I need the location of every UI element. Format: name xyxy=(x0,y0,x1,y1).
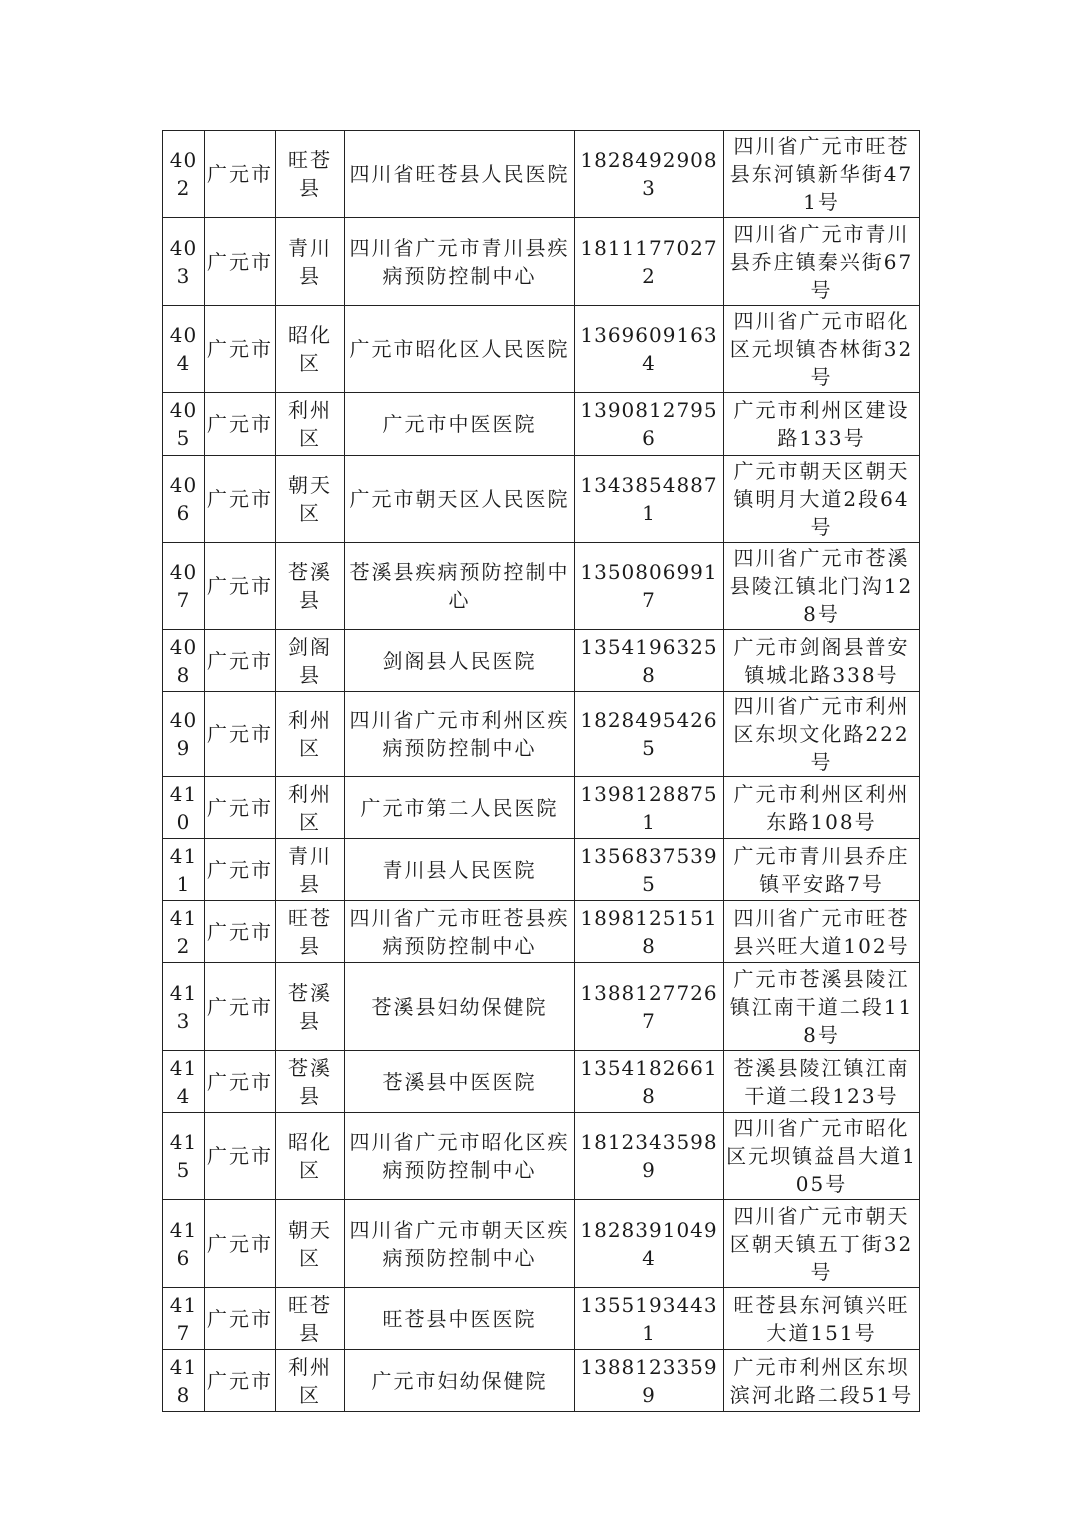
row-number: 413 xyxy=(163,963,205,1051)
county-cell: 利州区 xyxy=(276,393,345,456)
table-row xyxy=(163,692,920,777)
city-cell: 广元市 xyxy=(205,1350,276,1412)
row-number: 409 xyxy=(163,692,205,777)
county-cell: 苍溪县 xyxy=(276,963,345,1051)
phone-number: 18284929083 xyxy=(575,131,724,218)
county-cell: 旺苍县 xyxy=(276,131,345,218)
phone-number: 13541963258 xyxy=(575,630,724,692)
address-cell: 广元市利州区东坝滨河北路二段51号 xyxy=(724,1350,920,1412)
address-cell: 四川省广元市青川县乔庄镇秦兴街67号 xyxy=(724,218,920,306)
institution-name: 四川省广元市青川县疾病预防控制中心 xyxy=(345,218,575,306)
address-cell: 旺苍县东河镇兴旺大道151号 xyxy=(724,1288,920,1350)
institution-name: 四川省旺苍县人民医院 xyxy=(345,131,575,218)
address-cell: 四川省广元市昭化区元坝镇杏林街32号 xyxy=(724,306,920,393)
address-cell: 四川省广元市利州区东坝文化路222号 xyxy=(724,692,920,777)
address-cell: 广元市朝天区朝天镇明月大道2段64号 xyxy=(724,456,920,543)
address-cell: 广元市利州区建设路133号 xyxy=(724,393,920,456)
row-number: 408 xyxy=(163,630,205,692)
table-row xyxy=(163,393,920,456)
county-cell: 剑阁县 xyxy=(276,630,345,692)
address-cell: 四川省广元市昭化区元坝镇益昌大道105号 xyxy=(724,1113,920,1200)
address-cell: 苍溪县陵江镇江南干道二段123号 xyxy=(724,1051,920,1113)
address-cell: 广元市青川县乔庄镇平安路7号 xyxy=(724,839,920,901)
county-cell: 苍溪县 xyxy=(276,543,345,630)
institution-table xyxy=(162,130,920,1412)
city-cell: 广元市 xyxy=(205,1051,276,1113)
city-cell: 广元市 xyxy=(205,393,276,456)
address-cell: 广元市剑阁县普安镇城北路338号 xyxy=(724,630,920,692)
institution-name: 四川省广元市利州区疾病预防控制中心 xyxy=(345,692,575,777)
phone-number: 18981251518 xyxy=(575,901,724,963)
city-cell: 广元市 xyxy=(205,131,276,218)
phone-number: 18123435989 xyxy=(575,1113,724,1200)
row-number: 402 xyxy=(163,131,205,218)
phone-number: 18283910494 xyxy=(575,1200,724,1288)
city-cell: 广元市 xyxy=(205,963,276,1051)
row-number: 417 xyxy=(163,1288,205,1350)
institution-name: 广元市昭化区人民医院 xyxy=(345,306,575,393)
address-cell: 四川省广元市旺苍县东河镇新华街471号 xyxy=(724,131,920,218)
phone-number: 13981288751 xyxy=(575,777,724,839)
institution-name: 广元市第二人民医院 xyxy=(345,777,575,839)
row-number: 415 xyxy=(163,1113,205,1200)
county-cell: 旺苍县 xyxy=(276,1288,345,1350)
phone-number: 13881233599 xyxy=(575,1350,724,1412)
city-cell: 广元市 xyxy=(205,456,276,543)
row-number: 406 xyxy=(163,456,205,543)
phone-number: 13438548871 xyxy=(575,456,724,543)
county-cell: 朝天区 xyxy=(276,456,345,543)
table-row xyxy=(163,543,920,630)
table-row xyxy=(163,1200,920,1288)
table-row xyxy=(163,306,920,393)
institution-name: 广元市妇幼保健院 xyxy=(345,1350,575,1412)
phone-number: 13551934431 xyxy=(575,1288,724,1350)
row-number: 405 xyxy=(163,393,205,456)
institution-name: 苍溪县中医医院 xyxy=(345,1051,575,1113)
county-cell: 利州区 xyxy=(276,777,345,839)
table-row xyxy=(163,901,920,963)
county-cell: 苍溪县 xyxy=(276,1051,345,1113)
institution-name: 四川省广元市旺苍县疾病预防控制中心 xyxy=(345,901,575,963)
institution-name: 广元市中医医院 xyxy=(345,393,575,456)
address-cell: 四川省广元市朝天区朝天镇五丁街32号 xyxy=(724,1200,920,1288)
table-row xyxy=(163,456,920,543)
row-number: 414 xyxy=(163,1051,205,1113)
city-cell: 广元市 xyxy=(205,692,276,777)
city-cell: 广元市 xyxy=(205,1113,276,1200)
institution-name: 苍溪县疾病预防控制中心 xyxy=(345,543,575,630)
institution-name: 四川省广元市昭化区疾病预防控制中心 xyxy=(345,1113,575,1200)
institution-name: 青川县人民医院 xyxy=(345,839,575,901)
table-row xyxy=(163,1113,920,1200)
institution-name: 广元市朝天区人民医院 xyxy=(345,456,575,543)
row-number: 404 xyxy=(163,306,205,393)
table-row xyxy=(163,1350,920,1412)
county-cell: 昭化区 xyxy=(276,306,345,393)
phone-number: 13908127956 xyxy=(575,393,724,456)
city-cell: 广元市 xyxy=(205,543,276,630)
table-row xyxy=(163,218,920,306)
institution-name: 旺苍县中医医院 xyxy=(345,1288,575,1350)
city-cell: 广元市 xyxy=(205,1288,276,1350)
phone-number: 13881277267 xyxy=(575,963,724,1051)
phone-number: 13568375395 xyxy=(575,839,724,901)
institution-name: 四川省广元市朝天区疾病预防控制中心 xyxy=(345,1200,575,1288)
address-cell: 四川省广元市旺苍县兴旺大道102号 xyxy=(724,901,920,963)
city-cell: 广元市 xyxy=(205,218,276,306)
row-number: 407 xyxy=(163,543,205,630)
city-cell: 广元市 xyxy=(205,901,276,963)
row-number: 418 xyxy=(163,1350,205,1412)
county-cell: 旺苍县 xyxy=(276,901,345,963)
county-cell: 朝天区 xyxy=(276,1200,345,1288)
county-cell: 青川县 xyxy=(276,218,345,306)
county-cell: 青川县 xyxy=(276,839,345,901)
table-row xyxy=(163,777,920,839)
table-row xyxy=(163,131,920,218)
row-number: 416 xyxy=(163,1200,205,1288)
city-cell: 广元市 xyxy=(205,1200,276,1288)
address-cell: 广元市苍溪县陵江镇江南干道二段118号 xyxy=(724,963,920,1051)
city-cell: 广元市 xyxy=(205,306,276,393)
table-body xyxy=(163,131,920,1412)
phone-number: 13696091634 xyxy=(575,306,724,393)
table-row xyxy=(163,630,920,692)
city-cell: 广元市 xyxy=(205,839,276,901)
phone-number: 18284954265 xyxy=(575,692,724,777)
address-cell: 广元市利州区利州东路108号 xyxy=(724,777,920,839)
table-row xyxy=(163,963,920,1051)
county-cell: 昭化区 xyxy=(276,1113,345,1200)
row-number: 411 xyxy=(163,839,205,901)
county-cell: 利州区 xyxy=(276,692,345,777)
address-cell: 四川省广元市苍溪县陵江镇北门沟128号 xyxy=(724,543,920,630)
city-cell: 广元市 xyxy=(205,777,276,839)
table-row xyxy=(163,839,920,901)
institution-name: 苍溪县妇幼保健院 xyxy=(345,963,575,1051)
table-row xyxy=(163,1288,920,1350)
table-row xyxy=(163,1051,920,1113)
row-number: 410 xyxy=(163,777,205,839)
city-cell: 广元市 xyxy=(205,630,276,692)
county-cell: 利州区 xyxy=(276,1350,345,1412)
institution-name: 剑阁县人民医院 xyxy=(345,630,575,692)
row-number: 403 xyxy=(163,218,205,306)
row-number: 412 xyxy=(163,901,205,963)
phone-number: 13541826618 xyxy=(575,1051,724,1113)
phone-number: 13508069917 xyxy=(575,543,724,630)
phone-number: 18111770272 xyxy=(575,218,724,306)
